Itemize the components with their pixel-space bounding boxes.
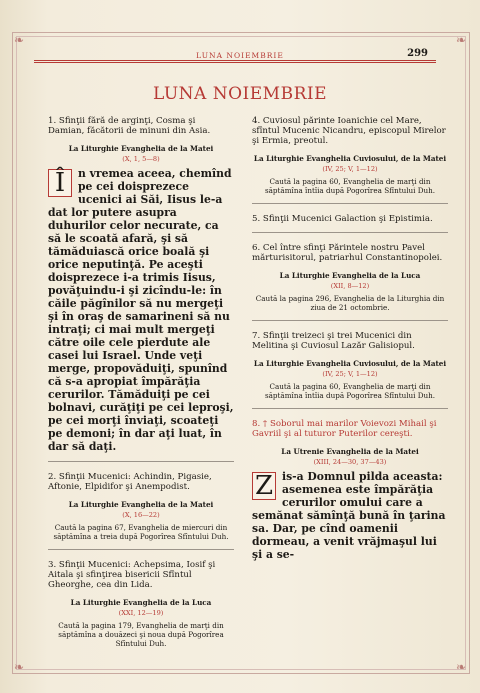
left-column xyxy=(48,116,234,648)
right-column xyxy=(252,116,448,561)
gospel-reading-1 xyxy=(48,167,234,453)
entry-3: 3. Sfinţii Mucenici: Achepsima, Iosif şi Aitala şi sfinţirea bisericii Sfîntul Gheorghe, cea din Lida. xyxy=(48,560,216,590)
scripture-ref: (XXI, 12—19) xyxy=(118,609,164,617)
matins-heading: La Utrenie Evanghelia de la Matei xyxy=(281,447,419,456)
entry-7: 7. Sfinţii treizeci şi trei Mucenici din Melitina şi Cuviosul Lazăr Galisiopul. xyxy=(252,331,415,351)
liturgy-heading: La Liturghie Evanghelia Cuviosului, de la Matei xyxy=(253,359,447,368)
scripture-ref: (XII, 8—12) xyxy=(330,282,370,290)
header-rule xyxy=(34,60,436,63)
divider xyxy=(252,408,448,409)
divider xyxy=(252,232,448,233)
corner-ornament-icon: ❧ xyxy=(455,660,466,674)
scripture-ref: (X, 16—22) xyxy=(122,511,160,519)
dropcap: Î xyxy=(48,169,72,197)
entry-2: 2. Sfinţii Mucenici: Achindin, Pigasie, Aftonie, Elpidifor şi Anempodist. xyxy=(48,472,212,492)
gospel-reading-8 xyxy=(252,470,448,561)
running-header: LUNA NOIEMBRIE xyxy=(196,51,284,60)
scripture-ref: (X, 1, 5—8) xyxy=(122,155,160,163)
corner-ornament-icon: ❧ xyxy=(14,33,25,47)
liturgy-heading: La Liturghie Evanghelia de la Luca xyxy=(70,598,212,607)
scripture-ref: (IV, 25; V, 1—12) xyxy=(322,165,378,173)
corner-ornament-icon: ❧ xyxy=(455,33,466,47)
reference-note: Caută la pagina 179, Evanghelia de marţi din săptămîna a douăzeci şi noua după Pogorîrea Sfîntului Duh. xyxy=(58,621,224,648)
entry-4: 4. Cuviosul părinte Ioanichie cel Mare, sfîntul Mucenic Nicandru, episcopul Mirelor şi Ermia, preotul. xyxy=(252,116,446,146)
divider xyxy=(252,320,448,321)
liturgy-heading: La Liturghie Evanghelia de la Luca xyxy=(279,271,421,280)
scripture-ref: (IV, 25; V, 1—12) xyxy=(322,370,378,378)
divider xyxy=(48,461,234,462)
reference-note: Caută la pagina 67, Evanghelia de miercuri din săptămîna a treia după Pogorîrea Sfîntului Duh. xyxy=(53,523,229,541)
page-number: 299 xyxy=(407,48,428,59)
reference-note: Caută la pagina 60, Evanghelia de marţi din săptămîna întîia după Pogorîrea Sfîntului Duh. xyxy=(264,177,436,195)
entry-1: 1. Sfinţii fără de arginţi, Cosma şi Damian, făcătorii de minuni din Asia. xyxy=(48,116,211,136)
divider xyxy=(48,549,234,550)
liturgy-heading: La Liturghie Evanghelia Cuviosului, de la Matei xyxy=(253,154,447,163)
gospel-text: is-a Domnul pilda aceasta: asemenea este împărăţia cerurilor omului care a semănat sămînţă bună în ţarina sa. Dar, pe cînd oamenii dormeau, a venit vrăjmaşul lui şi a se- xyxy=(252,470,446,561)
reference-note: Caută la pagina 296, Evanghelia de la Liturghia din ziua de 21 octombrie. xyxy=(255,294,445,312)
entry-6: 6. Cel între sfinţi Părintele nostru Pavel mărturisitorul, patriarhul Constantinopolei. xyxy=(252,243,443,263)
entry-8: 8. † Soborul mai marilor Voievozi Mihail şi Gavriil şi al tuturor Puterilor cereşti. xyxy=(252,419,437,439)
reference-note: Caută la pagina 60, Evanghelia de marţi din săptămîna întîia după Pogorîrea Sfîntului Duh. xyxy=(264,382,436,400)
liturgy-heading: La Liturghie Evanghelia de la Matei xyxy=(68,144,214,153)
scripture-ref: (XIII, 24—30, 37—43) xyxy=(313,458,387,466)
page-title: LUNA NOIEMBRIE xyxy=(152,84,327,104)
gospel-text: n vremea aceea, chemînd pe cei doisprezece ucenici ai Săi, Iisus le-a dat lor putere asupra duhurilor celor necurate, ca să le scoată afară, şi să tămăduiască orice boală şi orice neputinţă. Pe aceşti doisprezece i-a trimis Iisus, povăţuindu-i şi zicîndu-le: în căile păgînilor să nu mergeţi şi în oraş de samarineni să nu intraţi; ci mai mult mergeţi către oile cele pierdute ale casei lui Israel. Unde veţi merge, propovăduiţi, spunînd că s-a apropiat împărăţia cerurilor. Tămăduiţi pe cei bolnavi, curăţiţi pe cei leproşi, pe cei morţi înviaţi, scoateţi pe demoni; în dar aţi luat, în dar să daţi. xyxy=(48,167,234,453)
entry-5: 5. Sfinţii Mucenici Galaction şi Epistimia. xyxy=(252,214,433,224)
liturgy-heading: La Liturghie Evanghelia de la Matei xyxy=(68,500,214,509)
divider xyxy=(252,203,448,204)
corner-ornament-icon: ❧ xyxy=(14,660,25,674)
dropcap: Z xyxy=(252,472,276,500)
